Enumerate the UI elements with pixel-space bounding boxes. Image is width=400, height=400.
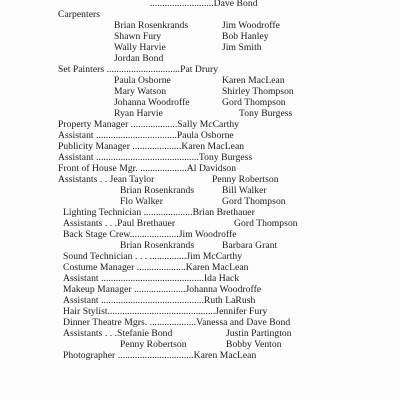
credit-name: Penny Robertson bbox=[212, 174, 279, 185]
credit-name: Jim Smith bbox=[222, 42, 262, 53]
credit-name: Jim Woodroffe bbox=[222, 20, 280, 31]
credit-line: Assistant ..........................................Ida Hack bbox=[63, 273, 240, 284]
credit-name: Paula Osborne bbox=[114, 75, 171, 86]
credit-line: Back Stage Crew....................Jim Woodroffe bbox=[63, 229, 237, 240]
credit-name: Brian Rosenkrands bbox=[120, 185, 195, 196]
credit-line: Set Painters ..............................Pat Drury bbox=[58, 64, 219, 75]
credit-line: Sound Technician . . . ...............Jim McCarthy bbox=[63, 251, 243, 262]
credit-line: Makeup Manager .....................Johanna Woodroffe bbox=[63, 284, 262, 295]
credit-name: Barbara Grant bbox=[222, 240, 278, 251]
credit-name: Brian Rosenkrands bbox=[114, 20, 189, 31]
credit-name: Brian Rosenkrands bbox=[120, 240, 195, 251]
credit-name: Flo Walker bbox=[120, 196, 163, 207]
credit-line: Property Manager ...................Sally McCarthy bbox=[58, 119, 240, 130]
credit-line: Dinner Theatre Mgrs. ...................Vanessa and Dave Bond bbox=[63, 317, 291, 328]
credit-name: Wally Harvie bbox=[114, 42, 166, 53]
credit-line: Assistants . . .Stefanie Bond bbox=[63, 328, 173, 339]
credit-line: Assistant ..........................................Ruth LaRush bbox=[63, 295, 256, 306]
credit-name: Ryan Harvie bbox=[114, 108, 163, 119]
credit-line: Hair Stylist............................................Jennifer Fury bbox=[63, 306, 268, 317]
credit-role: Carpenters bbox=[58, 9, 101, 20]
credit-line: Assistants . . .Paul Brethauer bbox=[63, 218, 176, 229]
credit-name: Karen MacLean bbox=[222, 75, 285, 86]
credit-name: Shawn Fury bbox=[114, 31, 162, 42]
credit-name: Johanna Woodroffe bbox=[114, 97, 190, 108]
credit-line: Costume Manager ....................Karen MacLean bbox=[63, 262, 249, 273]
credit-name: Shirley Thompson bbox=[222, 86, 294, 97]
credit-line: Assistant ..........................................Tony Burgess bbox=[58, 152, 253, 163]
credit-name: Bobby Venton bbox=[226, 339, 282, 350]
credit-name: Gord Thompson bbox=[222, 97, 286, 108]
credit-name: Gord Thompson bbox=[234, 218, 298, 229]
credit-name: Justin Partington bbox=[226, 328, 292, 339]
credit-line: Front of House Mgr. ...................Al Davidson bbox=[58, 163, 237, 174]
credit-name: Jordan Bond bbox=[114, 53, 164, 64]
credit-name: Bill Walker bbox=[222, 185, 267, 196]
credit-line: Publicity Manager ....................Karen MacLean bbox=[58, 141, 245, 152]
credit-line: Lighting Technician ....................Brian Brethauer bbox=[63, 207, 255, 218]
credit-line: Assistants . . Jean Taylor bbox=[58, 174, 155, 185]
credit-name: Tony Burgess bbox=[239, 108, 293, 119]
credit-name: Bob Hanley bbox=[222, 31, 269, 42]
credit-line: Photographer ...............................Karen MacLean bbox=[63, 350, 257, 361]
credit-name: Gord Thompson bbox=[222, 196, 286, 207]
credit-name: Penny Robertson bbox=[120, 339, 187, 350]
credit-line: ..........................Dave Bond bbox=[150, 0, 258, 9]
credit-name: Mary Watson bbox=[114, 86, 167, 97]
credit-line: Assistant .................................Paula Osborne bbox=[58, 130, 234, 141]
